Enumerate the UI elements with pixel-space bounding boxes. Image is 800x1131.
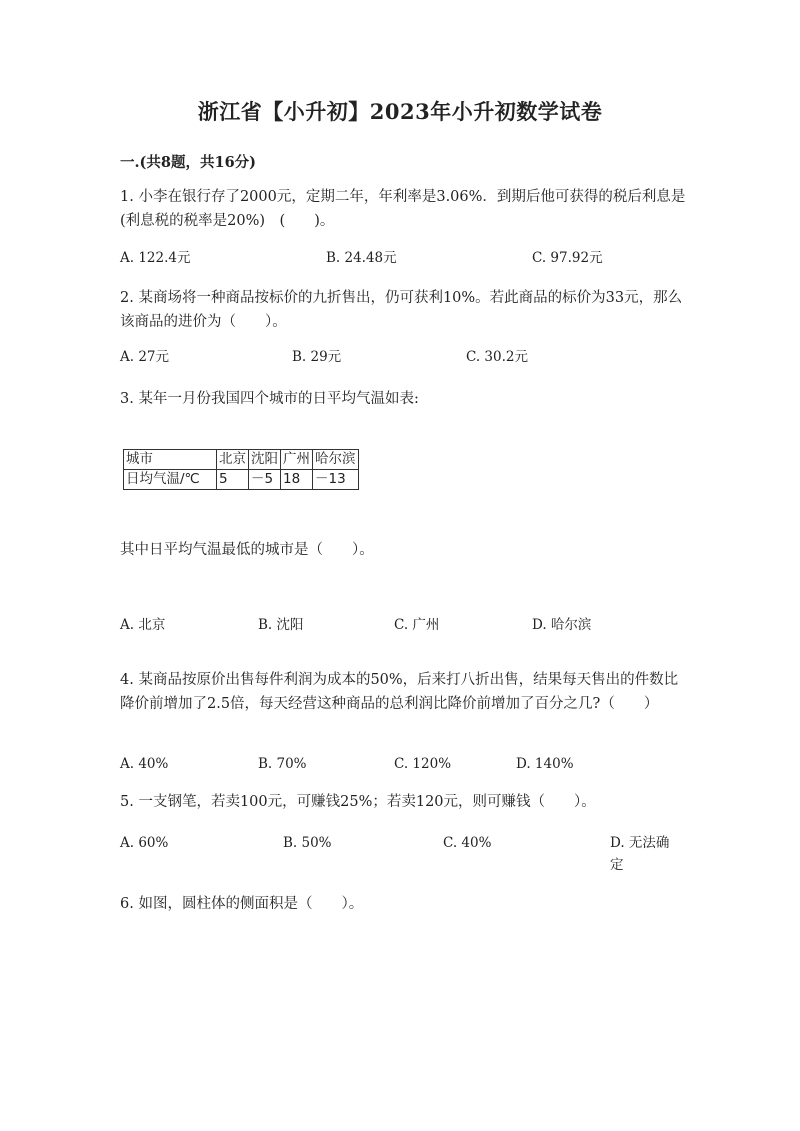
section-heading: 一.(共8题，共16分) — [120, 154, 257, 171]
table-cell: －5 — [249, 470, 281, 490]
option-a: A. 北京 — [120, 617, 166, 633]
option-c: C. 广州 — [394, 617, 440, 633]
question-3-followup: 其中日平均气温最低的城市是（ ）。 — [120, 542, 374, 558]
option-c: C. 97.92元 — [532, 250, 603, 266]
option-c: C. 120% — [394, 756, 452, 772]
table-header-row — [124, 450, 359, 470]
table-cell: 日均气温/℃ — [124, 470, 217, 490]
question-4-text: 4. 某商品按原价出售每件利润为成本的50%，后来打八折出售，结果每天售出的件数比降价前增加了2.5倍，每天经营这种商品的总利润比降价前增加了百分之几?（ ） — [120, 672, 679, 712]
option-a: A. 60% — [120, 835, 169, 851]
option-c: C. 40% — [443, 835, 492, 851]
table-header-cell: 城市 — [124, 450, 217, 470]
question-3-text: 3. 某年一月份我国四个城市的日平均气温如表: — [120, 391, 419, 407]
option-a: A. 27元 — [120, 349, 170, 365]
table-header-cell: 广州 — [281, 450, 313, 470]
option-b: B. 24.48元 — [326, 250, 397, 266]
option-b: B. 50% — [283, 835, 332, 851]
table-row — [124, 470, 359, 490]
question-1-text: 1. 小李在银行存了2000元，定期二年，年利率是3.06%．到期后他可获得的税后利息是(利息税的税率是20%) ( )。 — [120, 189, 686, 229]
option-a: A. 40% — [120, 756, 169, 772]
exam-title: 浙江省【小升初】2023年小升初数学试卷 — [197, 99, 603, 124]
temperature-table — [123, 449, 359, 490]
option-a: A. 122.4元 — [120, 250, 191, 266]
option-d: D. 140% — [516, 756, 574, 772]
option-d: D. 无法确定 — [610, 835, 670, 873]
option-d: D. 哈尔滨 — [532, 617, 592, 633]
table-header-cell: 哈尔滨 — [313, 450, 359, 470]
question-5-text: 5. 一支钢笔，若卖100元，可赚钱25%；若卖120元，则可赚钱（ ）。 — [120, 794, 596, 810]
question-6-text: 6. 如图，圆柱体的侧面积是（ ）。 — [120, 896, 364, 912]
option-b: B. 沈阳 — [258, 617, 304, 633]
table-cell: －13 — [313, 470, 359, 490]
table-cell: 18 — [281, 470, 313, 490]
question-2-text: 2. 某商场将一种商品按标价的九折售出，仍可获利10%。若此商品的标价为33元，那么该商品的进价为（ ）。 — [120, 290, 683, 330]
table-cell: 5 — [217, 470, 249, 490]
option-c: C. 30.2元 — [466, 349, 528, 365]
option-b: B. 70% — [258, 756, 307, 772]
table-header-cell: 沈阳 — [249, 450, 281, 470]
table-header-cell: 北京 — [217, 450, 249, 470]
option-b: B. 29元 — [292, 349, 342, 365]
